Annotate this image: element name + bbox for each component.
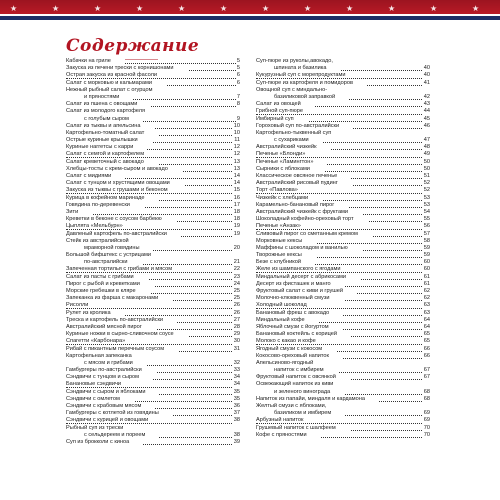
toc-page-number: 61 [423,273,430,280]
toc-page-number: 7 [236,93,240,100]
toc-entry-title: Банановый фреш с авокадо [256,310,343,316]
toc-page-number: 48 [423,144,430,151]
toc-page-number: 30 [233,338,240,345]
dot-leader [66,214,240,215]
toc-page-number: 50 [423,165,430,172]
toc-entry-title: Австралийский рисовый пудинг [256,180,352,186]
toc-entry-title: Печенье «Ламингтон» [256,159,327,165]
toc-entry [66,417,240,424]
toc-page-number: 53 [423,201,430,208]
toc-entry-title: Кукурузный суп с морепродуктами [256,72,359,78]
toc-page-number: 70 [423,424,430,431]
toc-entry-title: Кофе с пряностями [256,432,321,438]
toc-entry-title: Холодный шоколад [256,302,321,308]
toc-page-number: 6 [236,79,240,86]
toc-page-number: 14 [233,180,240,187]
toc-page-number: 10 [233,122,240,129]
toc-entry-title: Салат из пасты с грибами [66,274,148,280]
toc-entry-title: Салат из овощей [256,101,315,107]
toc-entry [66,274,240,281]
toc-page-number: 8 [236,101,240,108]
toc-entry-title: Яблочный смузи с йогуртом [256,324,343,330]
toc-entry-title: Сэндвичи с крабовым мясом [66,403,155,409]
toc-entry-title: Гороховый суп по-австралийски [256,123,353,129]
toc-entry-title: Картофельно-тыквенный суп [256,130,345,136]
toc-entry-title: Спагетти «Карбонара» [66,338,139,344]
toc-page-number: 27 [233,316,240,323]
star-icon: ★ [94,4,102,13]
toc-entry-title: и пряностями [66,94,133,100]
toc-page-number: 22 [233,266,240,273]
star-icon: ★ [304,4,312,13]
star-icon: ★ [472,4,480,13]
toc-entry [66,281,240,288]
toc-entry-title: Миндальный десерт с абрикосами [256,274,360,280]
toc-page-number: 41 [423,79,430,86]
toc-page-number: 29 [233,331,240,338]
toc-entry [256,310,430,317]
toc-entry-title: Арбузный напиток [256,417,317,423]
toc-entry [66,439,240,446]
toc-entry-title: Торт «Павлова» [256,187,312,193]
star-icon: ★ [262,4,270,13]
toc-entry [256,381,430,388]
toc-entry-title: Салат креветочный с авокадо [66,159,158,165]
toc-entry-title: Морские гребешки в кляре [66,288,150,294]
toc-entry-title: Имбирный суп [256,116,308,122]
toc-entry-title: Большой бифштекс с устрицами [66,252,165,258]
toc-entry-title: Кокосово-ореховый напиток [256,353,343,359]
toc-page-number: 63 [423,302,430,309]
toc-page-number: 70 [423,431,430,438]
toc-page-number: 14 [233,173,240,179]
toc-entry [256,231,430,238]
toc-page-number: 63 [423,309,430,316]
toc-entry [66,245,240,252]
toc-entry-title: с сухариками [256,137,323,143]
toc-entry-title: Сливовый пирог со сметанным кремом [256,231,372,237]
toc-entry-title: Желтый смузи с яблоками, [256,403,340,409]
toc-page-number: 66 [423,352,430,359]
toc-page-number: 35 [233,388,240,395]
toc-entry-title: Шоколадный кофейно-ореховый торт [256,216,368,222]
toc-page-number: 55 [423,216,430,223]
toc-entry [256,425,430,432]
toc-entry [256,432,430,439]
star-icon: ★ [346,4,354,13]
toc-entry [66,389,240,396]
toc-page-number: 34 [233,374,240,381]
toc-entry-title: Грибной суп-пюре [256,108,317,114]
toc-entry-title: Стейк из австралийской [66,238,143,244]
toc-entry [256,87,430,94]
toc-page-number: 44 [423,108,430,115]
toc-entry [66,266,240,273]
toc-entry-title: Австралийский мясной пирог [66,324,156,330]
toc-entry-title: Миндальный кофе [256,317,319,323]
toc-entry [66,360,240,367]
toc-entry [66,338,240,345]
toc-page-number: 9 [236,115,240,122]
toc-entry [66,72,240,79]
star-icon: ★ [220,4,228,13]
toc-page-number: 25 [233,288,240,294]
toc-entry [66,310,240,317]
toc-entry-title: Картофельно-томатный салат [66,130,158,136]
toc-entry [66,202,240,209]
toc-page-number: 36 [233,403,240,409]
stars-row [0,2,500,14]
toc-page-number: 37 [233,410,240,417]
toc-page-number: 64 [423,323,430,330]
toc-page-number: 13 [233,158,240,165]
toc-entry-title: Сэндвичи с курицей и овощами [66,417,162,423]
toc-page-number: 43 [423,101,430,108]
toc-entry [256,238,430,245]
toc-page-number: 17 [233,201,240,208]
toc-entry [256,245,430,252]
toc-page-number: 62 [423,288,430,294]
toc-page-number: 59 [423,252,430,259]
toc-page-number: 23 [233,273,240,280]
toc-entry [256,346,430,353]
toc-entry-title: Цыплята «Мельбурн» [66,223,137,229]
toc-entry-title: Сэндвичи с тунцом и сыром [66,374,153,380]
toc-page-number: 26 [233,302,240,309]
toc-entry-title: Пирог с рыбой и креветками [66,281,154,287]
toc-entry [66,223,240,230]
toc-entry-title: Желе из шампанского с ягодами [256,266,355,272]
toc-entry-title: Сырники с яблоками [256,166,324,172]
toc-page-number: 49 [423,151,430,158]
toc-entry-title: Салат с морковью и кальмарами [66,80,166,86]
toc-entry-title: Давленый картофель по-австралийски [66,231,181,237]
toc-entry-title: Суп-пюре из руколы,авокадо, [256,58,347,64]
toc-entry-title: напиток с имбирем [256,367,338,373]
toc-entry [66,353,240,360]
toc-entry [66,130,240,137]
toc-page-number: 13 [233,165,240,172]
toc-entry [256,80,430,87]
toc-entry-title: Ягодный смузи с кокосом [256,346,336,352]
toc-entry [66,108,240,115]
toc-page-number: 68 [423,388,430,395]
toc-entry-title: Банановый коктейль с корицей [256,331,351,337]
toc-entry-title: Десерт из фисташек и манго [256,281,345,287]
toc-entry-title: Фруктовый салат с киви и грушей [256,288,357,294]
toc-page-number: 12 [233,144,240,151]
star-icon: ★ [136,4,144,13]
toc-page-number: 26 [233,309,240,316]
toc-entry [66,238,240,245]
star-icon: ★ [178,4,186,13]
toc-page-number: 11 [234,137,240,144]
toc-page-number: 52 [423,180,430,187]
toc-entry-title: Салат с тунцом и хрустящими овощами [66,180,184,186]
toc-page-number: 33 [233,367,240,374]
toc-entry [66,396,240,403]
toc-page-number: 45 [423,115,430,122]
toc-page-number: 52 [423,187,430,194]
toc-entry-title: Гамбургеры с котлетой из говядины [66,410,173,416]
toc-entry-title: Карамельно-банановый пирог [256,202,348,208]
toc-entry [256,274,430,281]
toc-entry-title: Куриные ножки в сырно-сливочном соусе [66,331,188,337]
toc-entry [256,417,430,424]
toc-entry [66,151,240,158]
toc-entry [66,231,240,238]
toc-entry [256,360,430,367]
toc-page-number: 46 [423,122,430,129]
toc-page-number: 40 [423,65,430,72]
toc-entry-title: Курица в кофейном маринаде [66,195,158,201]
toc-entry [66,302,240,309]
toc-entry-title: Морковные кексы [256,238,316,244]
star-icon: ★ [388,4,396,13]
toc-entry-title: Салат из пшена с овощами [66,101,151,107]
toc-entry [256,108,430,115]
toc-entry [256,202,430,209]
toc-entry-title: Безе с клубникой [256,259,315,265]
toc-entry-title: Напиток из папайи, миндаля и кардамона [256,396,379,402]
toc-entry-title: Рисолли [66,302,102,308]
toc-entry-title: Говядина по-деревенски [66,202,144,208]
toc-entry-title: Закуска из тыквы с грушами и беконом [66,187,182,193]
toc-entry [256,266,430,273]
toc-entry-title: Запеченная тортилья с грибами и мясом [66,266,186,272]
toc-page-number: 50 [423,158,430,165]
toc-entry-title: с мясом и грибами [66,360,147,366]
toc-page-number: 25 [233,295,240,302]
toc-entry-title: Чизкейк с хлебцами [256,195,322,201]
toc-entry-title: шпината и базилика [256,65,340,71]
toc-page-number: 16 [233,194,240,201]
toc-page-number: 66 [423,345,430,352]
toc-entry [66,317,240,324]
toc-entry-title: Молоко с какао и кофе [256,338,330,344]
toc-page-number: 67 [423,374,430,381]
toc-page-number: 10 [233,129,240,136]
toc-page-number: 64 [423,316,430,323]
toc-entry [256,166,430,173]
toc-page-number: 38 [233,431,240,438]
toc-entry-title: Печенье «Блонди» [256,151,319,157]
toc-entry [66,425,240,432]
toc-entry [256,302,430,309]
star-icon: ★ [52,4,60,13]
toc-page-number: 62 [423,295,430,302]
toc-entry-title: Салат с семгой и картофелем [66,151,158,157]
toc-entry-title: Салат из тыквы и апельсина [66,123,154,129]
toc-entry [256,72,430,79]
toc-entry-title: Зити [66,209,92,215]
toc-page-number: 69 [423,410,430,417]
toc-page-number: 31 [233,345,240,352]
toc-page-number: 28 [233,323,240,330]
toc-entry-title: с сельдереем и пореем [66,432,159,438]
toc-entry-title: Молочно-клюквенный смузи [256,295,344,301]
toc-entry-title: Маффины с шоколадом и ванилью [256,245,362,251]
toc-entry-title: Овощной суп с миндально- [256,87,341,93]
toc-entry-title: Треска и картофель по-австралийски [66,317,177,323]
toc-entry [256,389,430,396]
toc-entry [66,187,240,194]
toc-entry [66,116,240,123]
toc-entry-title: Рибай с пикантным перечным соусом [66,346,178,352]
toc-page-number: 65 [423,331,430,338]
toc-entry [256,281,430,288]
toc-entry-title: Куриные наггетсы с карри [66,144,147,150]
toc-entry [66,159,240,166]
toc-entry-title: Рулет из кролика [66,310,125,316]
toc-entry [66,166,240,173]
toc-page-number: 6 [236,72,240,79]
toc-entry-title: Фруктовый напиток с овсянкой [256,374,350,380]
toc-entry-title: Острые куриные крылышки [66,137,152,143]
toc-entry-title: Творожные кексы [256,252,316,258]
toc-page-number: 18 [233,216,240,223]
toc-entry [66,432,240,439]
toc-page-number: 60 [423,259,430,266]
toc-entry [256,151,430,158]
toc-entry-title: Нежный рыбный салат с огурцом [66,87,166,93]
star-icon: ★ [10,4,18,13]
toc-entry-title: Суп-пюре из картофеля и помидоров [256,80,367,86]
toc-page-number: 19 [233,230,240,237]
toc-page-number: 19 [233,223,240,230]
toc-entry-title: Сэндвичи с сыром и яблоками [66,389,159,395]
toc-entry-title: Хлебцы-тосты с крем-сыром и авокадо [66,166,182,172]
toc-entry [256,317,430,324]
toc-page-number: 12 [233,151,240,158]
toc-entry [256,159,430,166]
toc-entry-title: Австралийский чизкейк с фруктами [256,209,362,215]
toc-page-number: 5 [236,65,240,72]
toc-entry-title: Печенье «Анзак» [256,223,315,229]
toc-entry [66,80,240,87]
toc-page-number: 24 [233,280,240,287]
toc-page-number: 61 [423,280,430,287]
toc-page-number: 47 [423,137,430,144]
toc-page-number: 58 [423,237,430,244]
toc-entry-title: мраморной говядины [66,245,153,251]
toc-entry-title: Банановые сэндвичи [66,381,135,387]
toc-entry-title: Салат с мидиями [66,173,125,179]
toc-page-number: 56 [423,223,430,230]
toc-page-number: 69 [423,417,430,424]
page-title: Содержание [66,36,200,56]
toc-entry-title: Сэндвичи с омлетом [66,396,134,402]
toc-entry-title: Картофельная запеканка [66,353,146,359]
toc-entry [256,116,430,123]
toc-entry [256,187,430,194]
toc-page-number: 39 [233,438,240,445]
toc-entry-title: с голубым сыром [66,116,143,122]
toc-entry-title: Кабачки на гриле [66,58,125,64]
toc-page-number: 21 [233,259,240,266]
toc-entry-title: Острая закуска из красной фасоли [66,72,171,78]
toc-entry [256,396,430,403]
toc-page-number: 34 [233,381,240,388]
toc-entry-title: базиликовой заправкой [256,94,349,100]
toc-page-number: 42 [423,93,430,100]
toc-entry [256,353,430,360]
toc-entry-title: Апельсиново-ягодный [256,360,327,366]
toc-entry-title: Классическое овсяное печенье [256,173,351,179]
toc-entry [66,381,240,388]
toc-entry [66,87,240,94]
toc-page-number: 65 [423,338,430,345]
toc-page-number: 5 [236,58,240,64]
toc-page-number: 60 [423,266,430,273]
toc-page-number: 35 [233,395,240,402]
toc-entry-title: и зеленого винограда [256,389,344,395]
toc-entry-title: Рыбный суп из трески [66,425,137,431]
toc-page-number: 18 [233,208,240,215]
toc-page-number: 51 [423,173,430,179]
toc-entry [66,346,240,353]
toc-entry-title: Креветки в беконе с соусом барбекю [66,216,176,222]
toc-page-number: 67 [423,367,430,374]
toc-entry [256,123,430,130]
toc-entry [256,223,430,230]
toc-entry-title: Грушевый напиток с шалфеем [256,425,350,431]
toc-page-number: 40 [423,72,430,79]
toc-entry-title: Закуска из печени трески с корнишонами [66,65,188,71]
toc-entry-title: базиликом и имбирем [256,410,345,416]
toc-page-number: 59 [423,244,430,251]
toc-entry-title: Салат из молодого картофеля [66,108,159,114]
toc-page-number: 57 [423,230,430,237]
toc-page-number: 68 [423,395,430,402]
toc-page-number: 38 [233,417,240,424]
toc-entry [256,338,430,345]
toc-entry [256,130,430,137]
toc-page-number: 54 [423,208,430,215]
toc-entry-title: Запеканка из фарша с макаронами [66,295,172,301]
toc-entry-title: Освежающий напиток из киви [256,381,347,387]
toc-page-number: 20 [233,244,240,251]
toc-column-left [66,58,240,446]
toc-page-number: 15 [233,187,240,194]
toc-entry-title: Суп из брокколи с киноа [66,439,143,445]
toc-entry-title: Гамбургеры по-австралийски [66,367,156,373]
toc-entry-title: Австралийский чизкейк [256,144,331,150]
toc-entry [66,123,240,130]
toc-column-right [256,58,430,439]
toc-page-number: 53 [423,194,430,201]
star-icon: ★ [430,4,438,13]
toc-entry [256,195,430,202]
toc-entry [66,195,240,202]
toc-page-number: 32 [233,359,240,366]
toc-entry-title: по-австралийски [66,259,142,265]
decorative-header-band [0,0,500,20]
